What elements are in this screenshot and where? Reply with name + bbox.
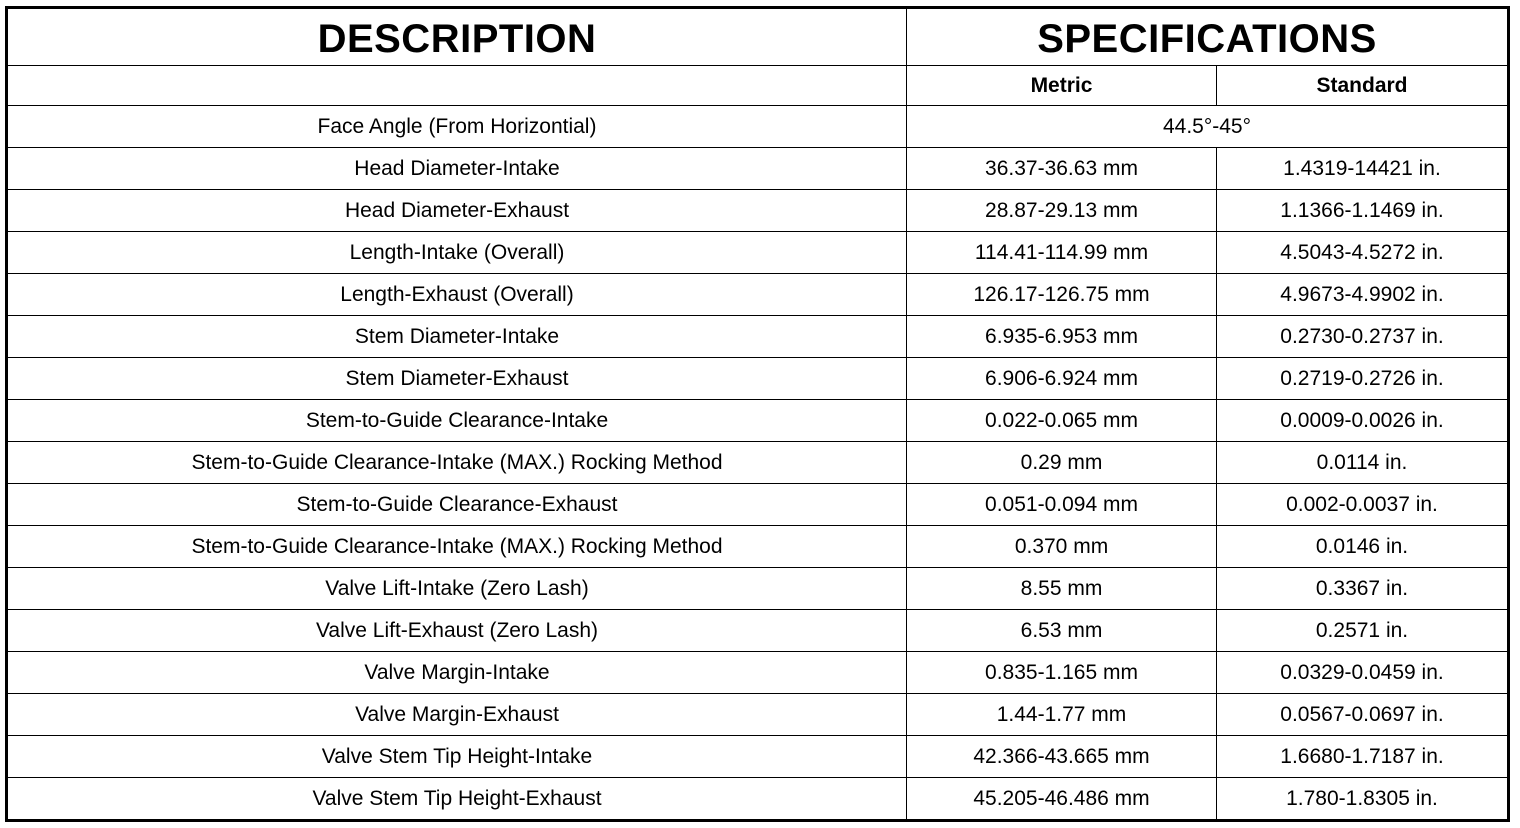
- metric-value: 126.17-126.75 mm: [907, 273, 1217, 315]
- row-description: Valve Stem Tip Height-Exhaust: [7, 777, 907, 820]
- metric-value: 0.051-0.094 mm: [907, 483, 1217, 525]
- table-row: [7, 189, 1509, 231]
- row-description: Stem Diameter-Exhaust: [7, 357, 907, 399]
- row-description: Valve Lift-Intake (Zero Lash): [7, 567, 907, 609]
- table-row: [7, 693, 1509, 735]
- metric-value: 45.205-46.486 mm: [907, 777, 1217, 820]
- standard-value: 0.0567-0.0697 in.: [1217, 693, 1509, 735]
- standard-value: 1.6680-1.7187 in.: [1217, 735, 1509, 777]
- metric-value: 36.37-36.63 mm: [907, 147, 1217, 189]
- table-row: [7, 567, 1509, 609]
- table-row: [7, 357, 1509, 399]
- valve-specifications-table: [5, 6, 1510, 822]
- standard-value: 1.780-1.8305 in.: [1217, 777, 1509, 820]
- metric-value: 6.53 mm: [907, 609, 1217, 651]
- table-row: [7, 525, 1509, 567]
- standard-value: 0.2719-0.2726 in.: [1217, 357, 1509, 399]
- standard-value: 0.0009-0.0026 in.: [1217, 399, 1509, 441]
- table-subheader-row: [7, 66, 1509, 106]
- standard-value: 0.2730-0.2737 in.: [1217, 315, 1509, 357]
- metric-value: 42.366-43.665 mm: [907, 735, 1217, 777]
- metric-value: 28.87-29.13 mm: [907, 189, 1217, 231]
- table-title-row: [7, 8, 1509, 66]
- row-description: Valve Margin-Intake: [7, 651, 907, 693]
- row-description: Valve Lift-Exhaust (Zero Lash): [7, 609, 907, 651]
- table-row: [7, 735, 1509, 777]
- table-row: [7, 609, 1509, 651]
- row-description: Stem-to-Guide Clearance-Exhaust: [7, 483, 907, 525]
- standard-value: 0.0146 in.: [1217, 525, 1509, 567]
- standard-value: 4.9673-4.9902 in.: [1217, 273, 1509, 315]
- row-description: Valve Stem Tip Height-Intake: [7, 735, 907, 777]
- standard-value: 0.0114 in.: [1217, 441, 1509, 483]
- metric-value: 114.41-114.99 mm: [907, 231, 1217, 273]
- row-description: Stem Diameter-Intake: [7, 315, 907, 357]
- metric-column-header: Metric: [907, 66, 1217, 106]
- standard-value: 0.3367 in.: [1217, 567, 1509, 609]
- row-description: Stem-to-Guide Clearance-Intake: [7, 399, 907, 441]
- table-row: [7, 441, 1509, 483]
- table-row-face-angle: [7, 106, 1509, 148]
- metric-value: 0.29 mm: [907, 441, 1217, 483]
- table-row: [7, 231, 1509, 273]
- table-row: [7, 651, 1509, 693]
- face-angle-value: 44.5°-45°: [907, 106, 1509, 148]
- table-row: [7, 273, 1509, 315]
- metric-value: 8.55 mm: [907, 567, 1217, 609]
- specifications-column-header: SPECIFICATIONS: [907, 8, 1509, 66]
- table-row: [7, 483, 1509, 525]
- standard-value: 1.1366-1.1469 in.: [1217, 189, 1509, 231]
- row-description: Valve Margin-Exhaust: [7, 693, 907, 735]
- row-description: Length-Exhaust (Overall): [7, 273, 907, 315]
- row-description: Head Diameter-Exhaust: [7, 189, 907, 231]
- metric-value: 6.906-6.924 mm: [907, 357, 1217, 399]
- table-row: [7, 315, 1509, 357]
- standard-value: 0.002-0.0037 in.: [1217, 483, 1509, 525]
- row-description: Stem-to-Guide Clearance-Intake (MAX.) Rocking Method: [7, 525, 907, 567]
- standard-value: 4.5043-4.5272 in.: [1217, 231, 1509, 273]
- metric-value: 1.44-1.77 mm: [907, 693, 1217, 735]
- row-description: Head Diameter-Intake: [7, 147, 907, 189]
- table-row: [7, 777, 1509, 820]
- standard-value: 0.2571 in.: [1217, 609, 1509, 651]
- standard-value: 0.0329-0.0459 in.: [1217, 651, 1509, 693]
- metric-value: 0.022-0.065 mm: [907, 399, 1217, 441]
- metric-value: 6.935-6.953 mm: [907, 315, 1217, 357]
- blank-subheader-cell: [7, 66, 907, 106]
- standard-value: 1.4319-14421 in.: [1217, 147, 1509, 189]
- row-description: Face Angle (From Horizontial): [7, 106, 907, 148]
- metric-value: 0.370 mm: [907, 525, 1217, 567]
- row-description: Stem-to-Guide Clearance-Intake (MAX.) Rocking Method: [7, 441, 907, 483]
- standard-column-header: Standard: [1217, 66, 1509, 106]
- description-column-header: DESCRIPTION: [7, 8, 907, 66]
- table-row: [7, 147, 1509, 189]
- table-row: [7, 399, 1509, 441]
- row-description: Length-Intake (Overall): [7, 231, 907, 273]
- metric-value: 0.835-1.165 mm: [907, 651, 1217, 693]
